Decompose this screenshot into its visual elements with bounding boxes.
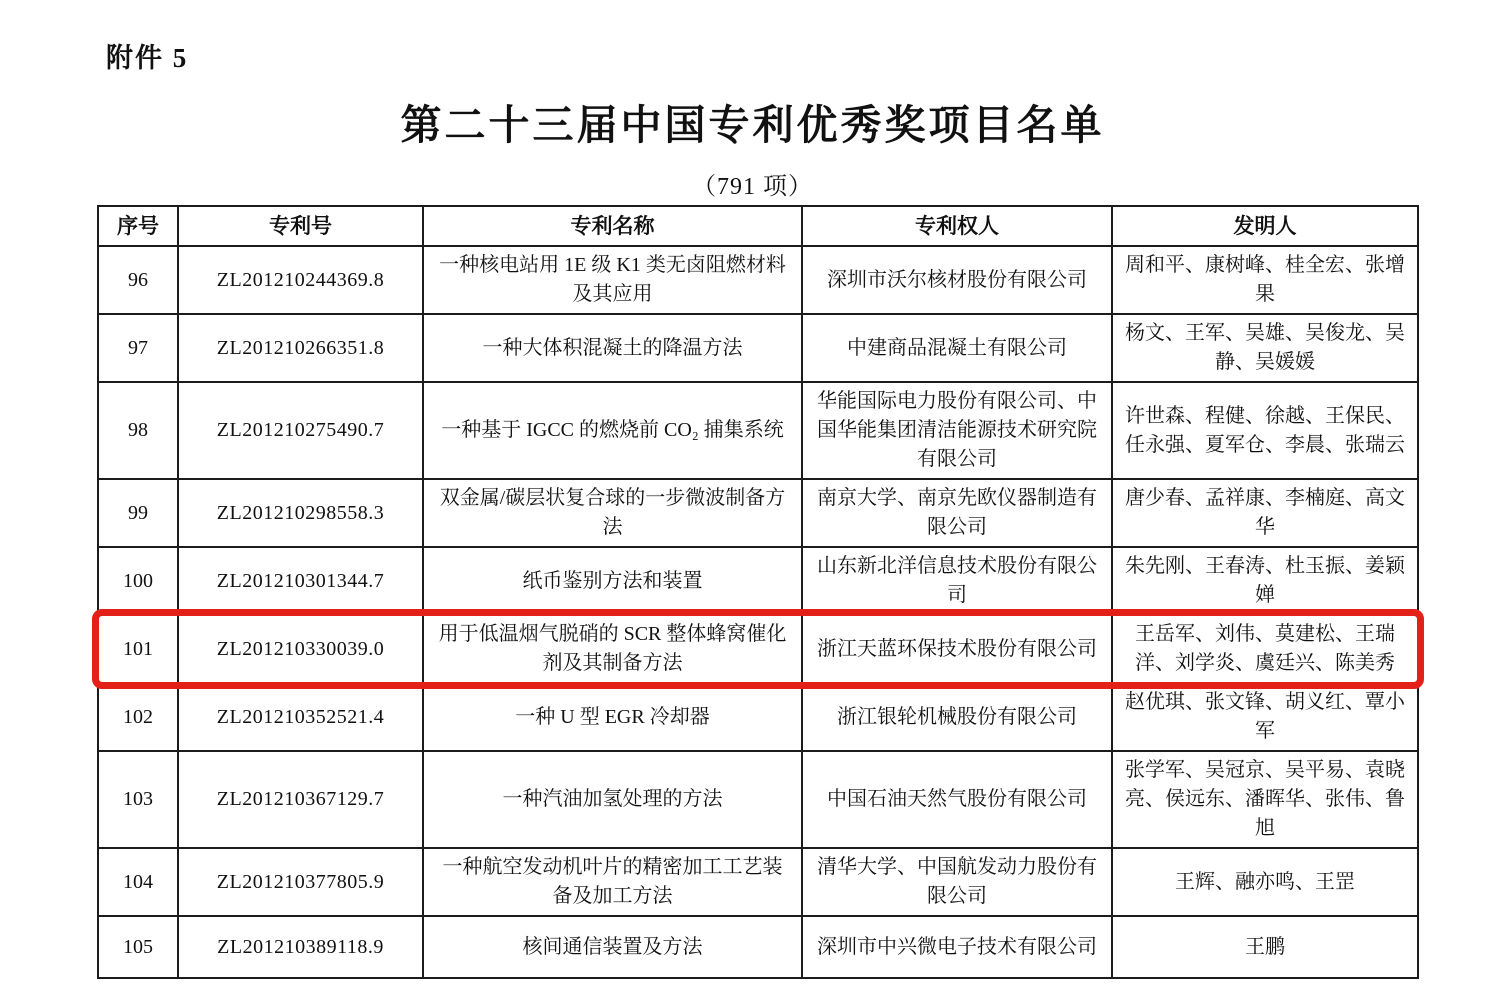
table-row xyxy=(98,246,1418,314)
cell-patent-no: ZL201210244369.8 xyxy=(178,246,423,314)
table-row xyxy=(98,479,1418,547)
cell-patent-name: 一种航空发动机叶片的精密加工工艺装备及加工方法 xyxy=(423,848,802,916)
cell-patent-no: ZL201210275490.7 xyxy=(178,382,423,479)
cell-patent-name: 一种汽油加氢处理的方法 xyxy=(423,751,802,848)
page-title: 第二十三届中国专利优秀奖项目名单 xyxy=(400,102,1105,148)
cell-no: 104 xyxy=(98,848,178,916)
attachment-label: 附件 5 xyxy=(106,43,189,73)
col-header-inventors: 发明人 xyxy=(1112,206,1418,246)
cell-patent-no: ZL201210367129.7 xyxy=(178,751,423,848)
patent-award-table xyxy=(97,205,1419,979)
table-header-row xyxy=(98,206,1418,246)
table-row xyxy=(98,751,1418,848)
cell-inventors: 唐少春、孟祥康、李楠庭、高文华 xyxy=(1112,479,1418,547)
cell-patent-no: ZL201210377805.9 xyxy=(178,848,423,916)
table-row xyxy=(98,683,1418,751)
cell-patent-no: ZL201210266351.8 xyxy=(178,314,423,382)
cell-patent-name: 一种大体积混凝土的降温方法 xyxy=(423,314,802,382)
cell-patent-name: 用于低温烟气脱硝的 SCR 整体蜂窝催化剂及其制备方法 xyxy=(423,615,802,683)
table-row-highlighted xyxy=(98,615,1418,683)
cell-patentee: 清华大学、中国航发动力股份有限公司 xyxy=(802,848,1112,916)
cell-patent-no: ZL201210298558.3 xyxy=(178,479,423,547)
cell-patent-no: ZL201210352521.4 xyxy=(178,683,423,751)
table-row xyxy=(98,916,1418,978)
cell-no: 98 xyxy=(98,382,178,479)
cell-no: 105 xyxy=(98,916,178,978)
col-header-no: 序号 xyxy=(98,206,178,246)
cell-patent-name: 一种核电站用 1E 级 K1 类无卤阻燃材料及其应用 xyxy=(423,246,802,314)
cell-patent-name: 一种 U 型 EGR 冷却器 xyxy=(423,683,802,751)
cell-inventors: 杨文、王军、吴雄、吴俊龙、吴静、吴媛媛 xyxy=(1112,314,1418,382)
col-header-patent-name: 专利名称 xyxy=(423,206,802,246)
cell-no: 99 xyxy=(98,479,178,547)
cell-no: 100 xyxy=(98,547,178,615)
table-row xyxy=(98,382,1418,479)
cell-patent-no: ZL201210389118.9 xyxy=(178,916,423,978)
col-header-patentee: 专利权人 xyxy=(802,206,1112,246)
col-header-patent-no: 专利号 xyxy=(178,206,423,246)
cell-patentee: 深圳市沃尔核材股份有限公司 xyxy=(802,246,1112,314)
cell-inventors: 赵优琪、张文锋、胡义红、覃小军 xyxy=(1112,683,1418,751)
cell-inventors: 王辉、融亦鸣、王罡 xyxy=(1112,848,1418,916)
cell-patent-name: 纸币鉴别方法和装置 xyxy=(423,547,802,615)
cell-patent-no: ZL201210301344.7 xyxy=(178,547,423,615)
cell-no: 97 xyxy=(98,314,178,382)
cell-inventors: 王岳军、刘伟、莫建松、王瑞洋、刘学炎、虞廷兴、陈美秀 xyxy=(1112,615,1418,683)
cell-patentee: 华能国际电力股份有限公司、中国华能集团清洁能源技术研究院有限公司 xyxy=(802,382,1112,479)
cell-patentee: 山东新北洋信息技术股份有限公司 xyxy=(802,547,1112,615)
cell-patent-no: ZL201210330039.0 xyxy=(178,615,423,683)
cell-no: 96 xyxy=(98,246,178,314)
cell-no: 102 xyxy=(98,683,178,751)
cell-patent-name: 双金属/碳层状复合球的一步微波制备方法 xyxy=(423,479,802,547)
cell-inventors: 许世森、程健、徐越、王保民、任永强、夏军仓、李晨、张瑞云 xyxy=(1112,382,1418,479)
cell-patentee: 中建商品混凝土有限公司 xyxy=(802,314,1112,382)
cell-patentee: 中国石油天然气股份有限公司 xyxy=(802,751,1112,848)
cell-patentee: 南京大学、南京先欧仪器制造有限公司 xyxy=(802,479,1112,547)
cell-inventors: 朱先刚、王春涛、杜玉振、姜颖婵 xyxy=(1112,547,1418,615)
cell-no: 101 xyxy=(98,615,178,683)
cell-patentee: 浙江天蓝环保技术股份有限公司 xyxy=(802,615,1112,683)
cell-patent-name: 一种基于 IGCC 的燃烧前 CO₂ 捕集系统 xyxy=(423,382,802,479)
cell-patent-name: 核间通信装置及方法 xyxy=(423,916,802,978)
table-row xyxy=(98,547,1418,615)
cell-no: 103 xyxy=(98,751,178,848)
cell-inventors: 周和平、康树峰、桂全宏、张增果 xyxy=(1112,246,1418,314)
page-subtitle: （791 项） xyxy=(692,174,813,200)
cell-inventors: 张学军、吴冠京、吴平易、袁晓亮、侯远东、潘晖华、张伟、鲁旭 xyxy=(1112,751,1418,848)
table-row xyxy=(98,848,1418,916)
cell-patentee: 深圳市中兴微电子技术有限公司 xyxy=(802,916,1112,978)
cell-inventors: 王鹏 xyxy=(1112,916,1418,978)
cell-patentee: 浙江银轮机械股份有限公司 xyxy=(802,683,1112,751)
table-row xyxy=(98,314,1418,382)
